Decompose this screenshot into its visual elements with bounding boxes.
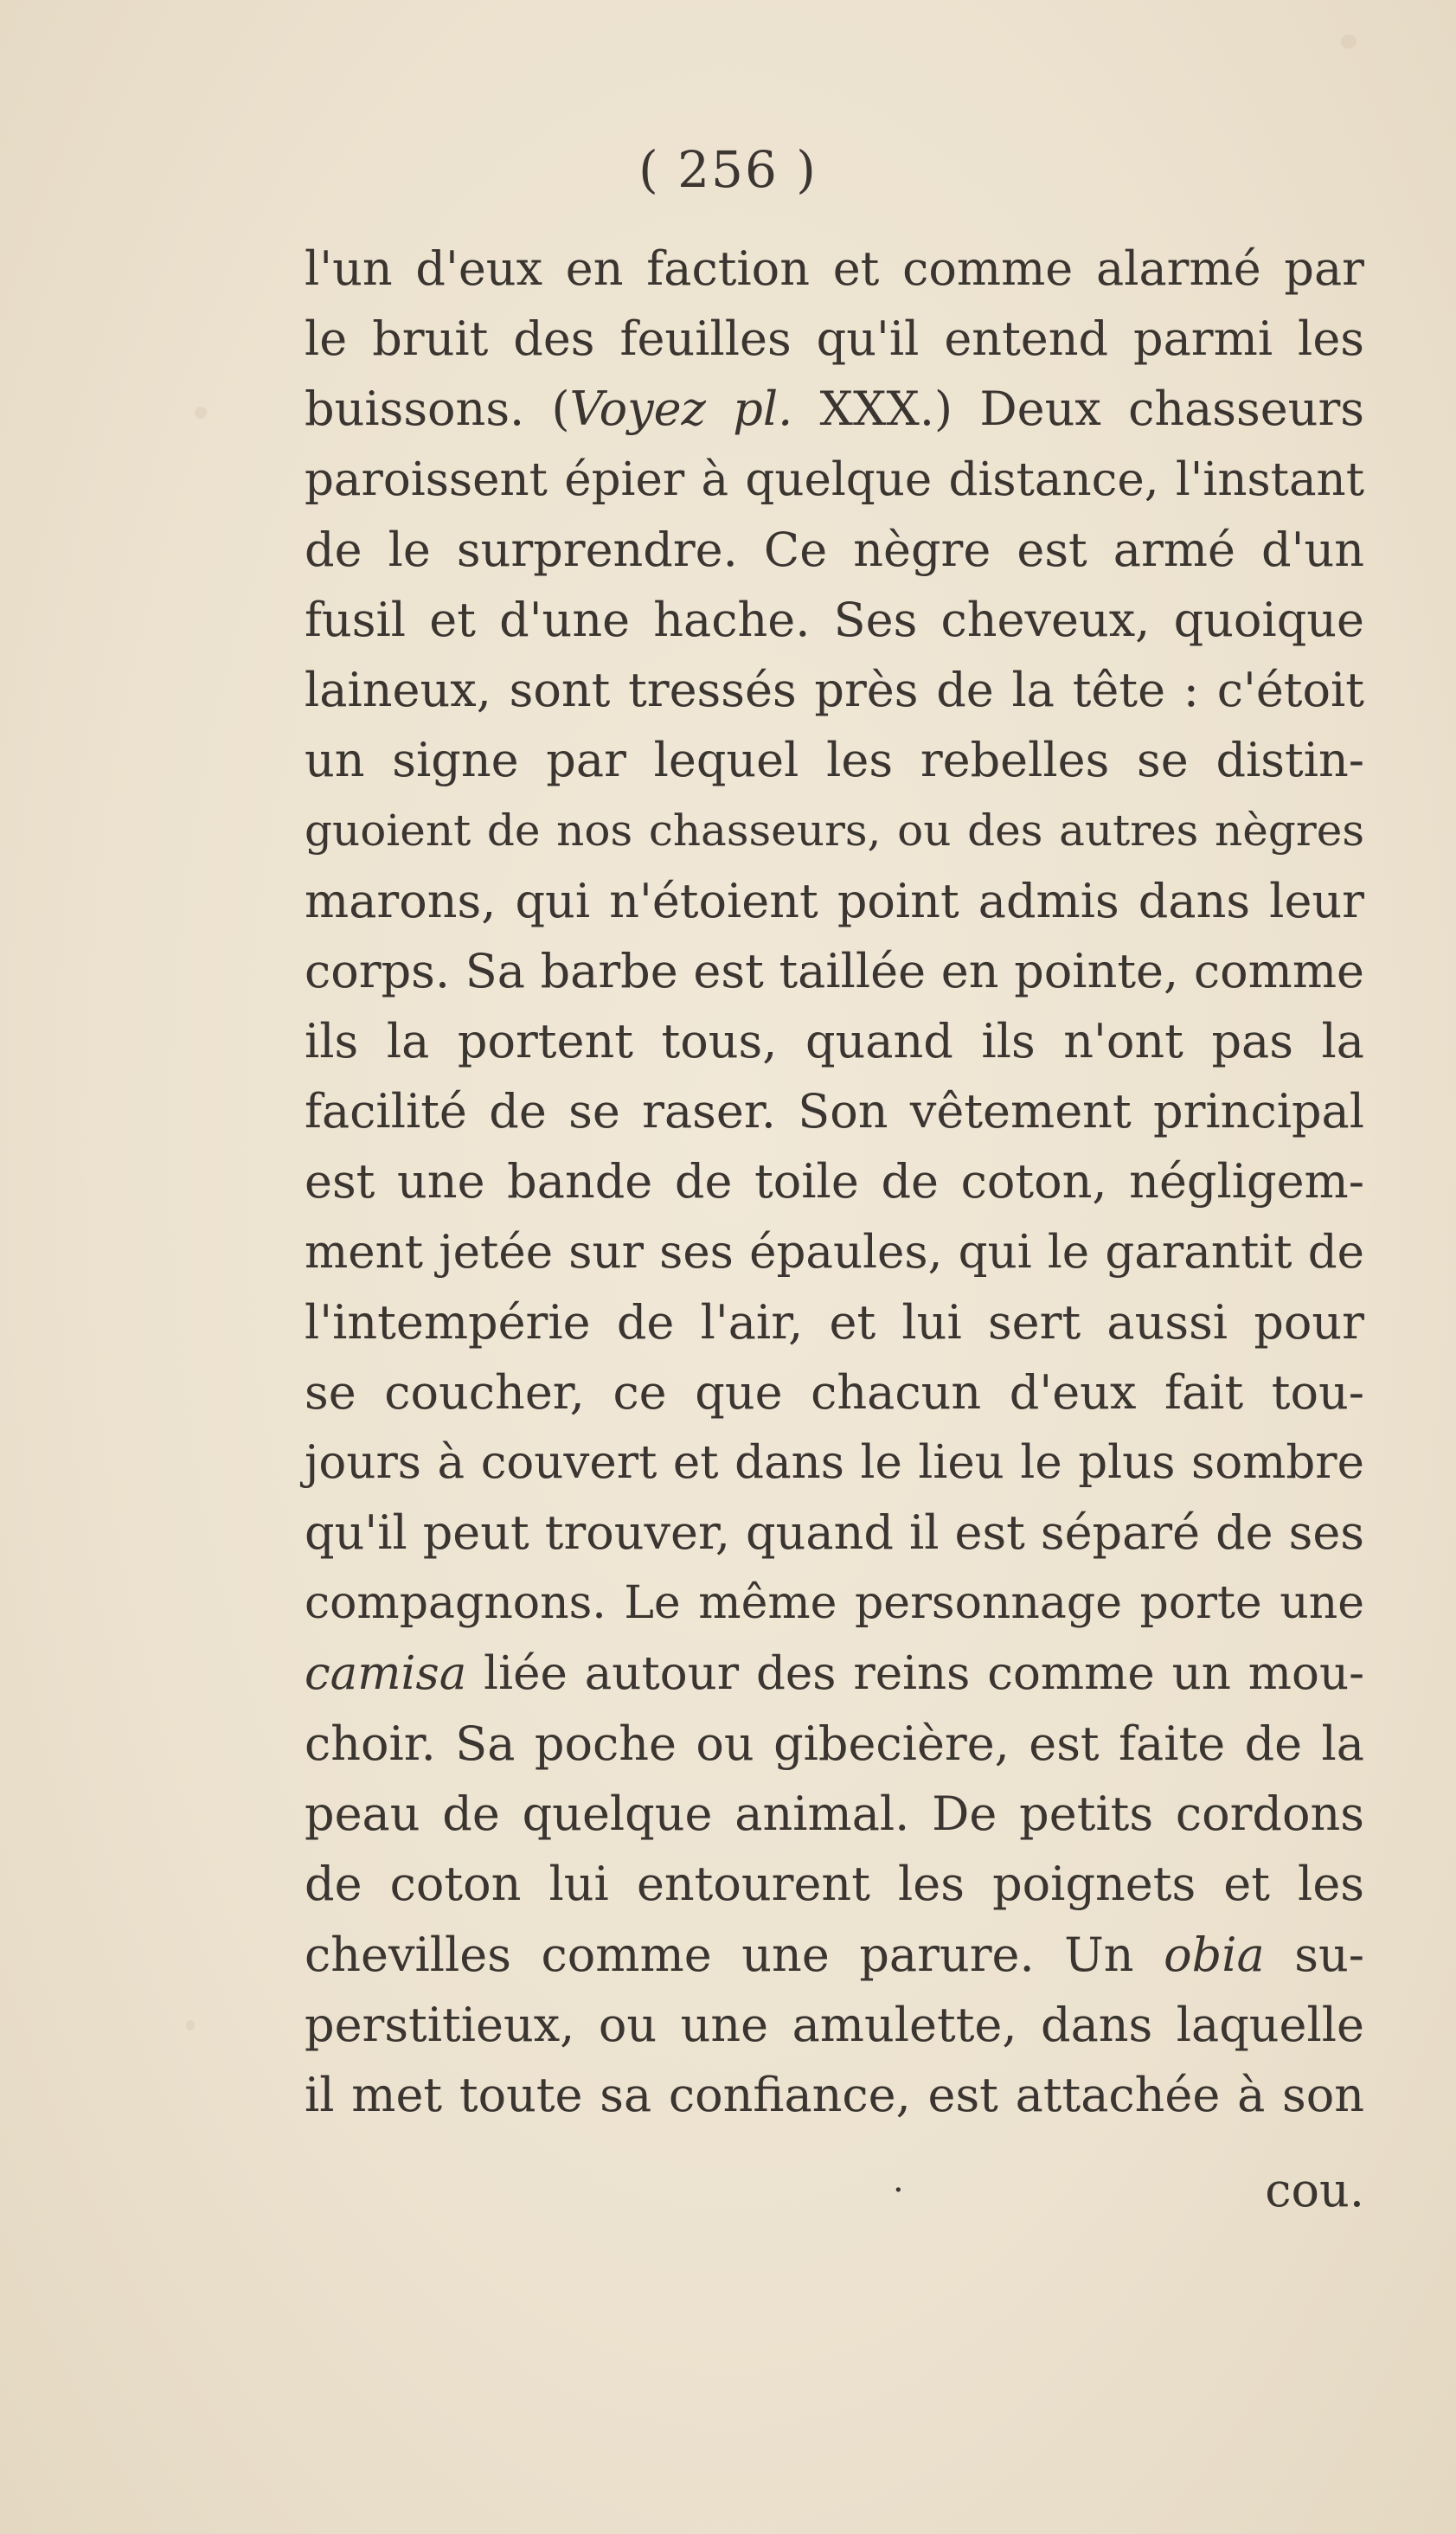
text-line [305, 936, 1364, 1006]
italic-text: obia [1164, 1927, 1265, 1982]
text-line [305, 1709, 1364, 1779]
text-line [305, 1990, 1364, 2060]
text-segment: jours à couvert et dans le lieu le plus sombre [305, 1436, 1364, 1490]
text-line [305, 1217, 1364, 1287]
text-segment: marons, qui n'étoient point admis dans leur [305, 873, 1364, 928]
paper-spot [186, 2020, 195, 2030]
text-segment: de coton lui entourent les poignets et les [305, 1857, 1364, 1912]
text-segment: ils la portent tous, quand ils n'ont pas la [305, 1014, 1364, 1069]
text-line [305, 234, 1364, 304]
body-text [305, 234, 1364, 2130]
text-segment: peau de quelque animal. De petits cordons [305, 1787, 1364, 1842]
text-line [305, 2060, 1364, 2130]
text-line [305, 655, 1364, 725]
text-segment: liée autour des reins comme un mou- [466, 1646, 1364, 1700]
text-line [305, 1849, 1364, 1919]
text-segment: chevilles comme une parure. Un [305, 1927, 1164, 1982]
paper-spot [1341, 35, 1357, 48]
text-segment: ment jetée sur ses épaules, qui le garantit de [305, 1225, 1364, 1279]
text-line [305, 1146, 1364, 1216]
text-line [305, 1639, 1364, 1709]
text-line [305, 304, 1364, 374]
text-line [305, 725, 1364, 795]
text-line [305, 866, 1364, 936]
text-segment: est une bande de toile de coton, négligem- [305, 1154, 1364, 1209]
text-segment: compagnons. Le même personnage porte une [305, 1576, 1364, 1629]
text-segment: le bruit des feuilles qu'il entend parmi les [305, 311, 1364, 367]
page-number: ( 256 ) [638, 140, 818, 199]
text-line [305, 585, 1364, 655]
text-segment: su- [1264, 1927, 1364, 1982]
text-line [305, 1498, 1364, 1568]
text-segment: perstitieux, ou une amulette, dans laquelle [305, 1997, 1364, 2052]
italic-text: Voyez pl. [569, 382, 793, 437]
italic-text: camisa [305, 1646, 467, 1700]
text-line [305, 796, 1364, 866]
catchword-row [305, 2156, 1364, 2225]
text-segment: qu'il peut trouver, quand il est séparé de ses [305, 1505, 1364, 1561]
text-segment: XXX.) Deux chasseurs [792, 382, 1364, 437]
text-line [305, 445, 1364, 515]
text-line [305, 374, 1364, 444]
text-line [305, 1920, 1364, 1990]
text-segment: fusil et d'une hache. Ses cheveux, quoique [305, 592, 1364, 647]
text-segment: se coucher, ce que chacun d'eux fait tou- [305, 1365, 1364, 1420]
text-segment: buissons. ( [305, 382, 570, 437]
text-segment: laineux, sont tressés près de la tête : c'étoit [305, 663, 1364, 718]
text-segment: facilité de se raser. Son vêtement principal [305, 1084, 1364, 1139]
text-line [305, 1076, 1364, 1146]
text-segment: un signe par lequel les rebelles se distin- [305, 733, 1364, 788]
text-line [305, 1006, 1364, 1076]
text-line [305, 1357, 1364, 1427]
text-segment: l'un d'eux en faction et comme alarmé par [305, 241, 1364, 296]
text-segment: l'intempérie de l'air, et lui sert aussi pour [305, 1294, 1364, 1350]
text-line [305, 515, 1364, 585]
text-line [305, 1569, 1364, 1639]
text-line [305, 1779, 1364, 1849]
signature-mark: · [893, 2171, 904, 2210]
text-segment: corps. Sa barbe est taillée en pointe, comme [305, 943, 1364, 998]
text-segment: choir. Sa poche ou gibecière, est faite de la [305, 1716, 1364, 1771]
paper-spot [195, 407, 207, 419]
text-line [305, 1287, 1364, 1357]
text-segment: guoient de nos chasseurs, ou des autres nègres [305, 805, 1364, 856]
catchword: cou. [1265, 2163, 1364, 2217]
text-segment: il met toute sa confiance, est attachée à son [305, 2067, 1364, 2122]
text-segment: de le surprendre. Ce nègre est armé d'un [305, 522, 1364, 577]
text-line [305, 1427, 1364, 1498]
text-segment: paroissent épier à quelque distance, l'instant [305, 452, 1364, 506]
